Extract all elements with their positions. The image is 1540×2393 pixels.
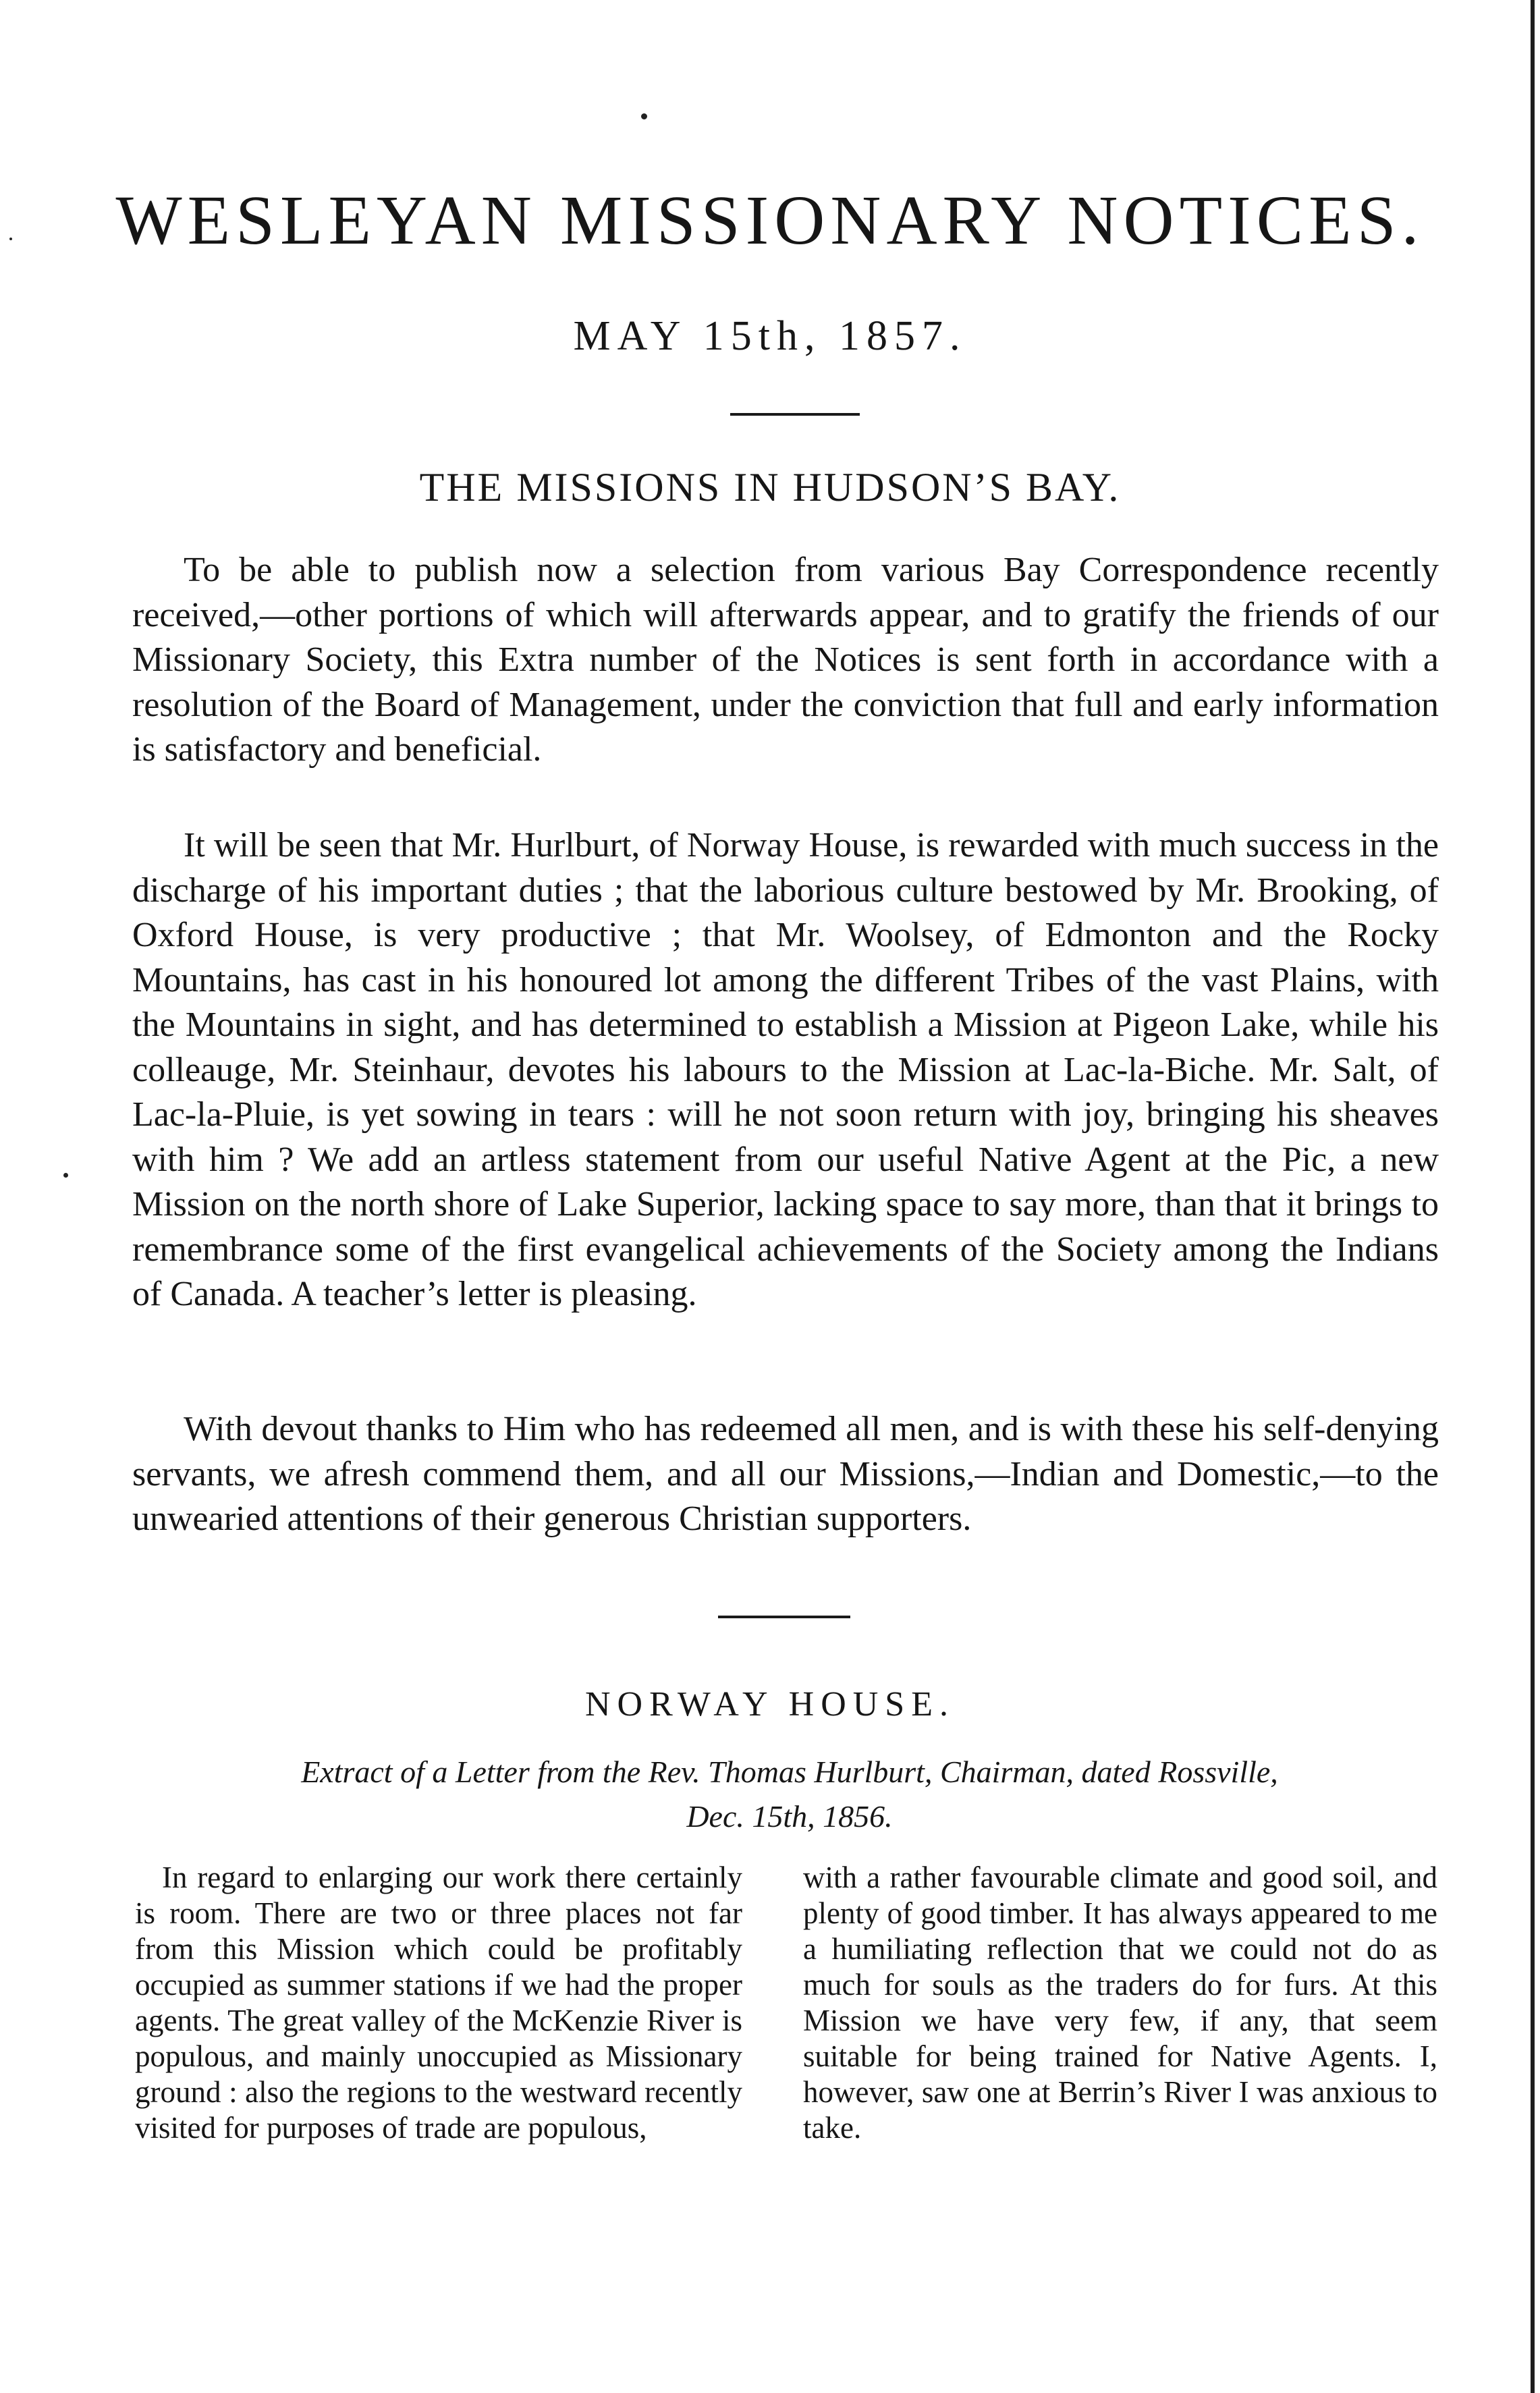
divider-rule <box>730 413 860 416</box>
attribution-line: Extract of a Letter from the Rev. Thomas Hurlburt, Chairman, dated Rossville, <box>301 1755 1278 1789</box>
intro-paragraph: To be able to publish now a selection from various Bay Correspondence recently received,—other portions of which will afterwards appear, and to gratify the friends of our Missionary Society, this Extra number of the Notices is sent forth in accordance with a resolution of the Board of Management, under the conviction that full and early information is satisfactory and beneficial. <box>132 551 1439 769</box>
intro-paragraph: With devout thanks to Him who has redeemed all men, and is with these his self-denying servants, we afresh commend them, and all our Missions,—Indian and Domestic,—to the unwearied attentions of their generous Christian supporters. <box>132 1410 1439 1538</box>
section-title: THE MISSIONS IN HUDSON’S BAY. <box>419 465 1121 510</box>
column-right: with a rather favourable climate and good soil, and plenty of good timber. It has always appeared to me a humiliating reflection that we could not do as much for souls as the traders do for furs. At this Mission we have very few, if any, that seem suitable for being trained for Native Agents. I, however, saw one at Berrin’s River I was anxious to take. <box>803 1861 1437 2145</box>
intro-paragraph: It will be seen that Mr. Hurlburt, of Norway House, is rewarded with much success in the discharge of his important duties ; that the laborious culture bestowed by Mr. Brooking, of Oxford House, is very productive ; that Mr. Woolsey, of Edmonton and the Rocky Mountains, has cast in his honoured lot among the different Tribes of the vast Plains, with the Mountains in sight, and has determined to establish a Mission at Pigeon Lake, while his colleauge, Mr. Steinhaur, devotes his labours to the Mission at Lac-la-Biche. Mr. Salt, of Lac-la-Pluie, is yet sowing in tears : will he not soon return with joy, bringing his sheaves with him ? We add an artless statement from our useful Native Agent at the Pic, a new Mission on the north shore of Lake Superior, lacking space to say more, than that it brings to remembrance some of the first evangelical achievements of the Society among the Indians of Canada. A teacher’s letter is pleasing. <box>132 826 1439 1313</box>
column-left: In regard to enlarging our work there certainly is room. There are two or three places not far from this Mission which could be profitably occupied as summer stations if we had the proper agents. The great valley of the McKenzie River is populous, and mainly unoccupied as Missionary ground : also the regions to the westward recently visited for purposes of trade are populous, <box>135 1861 742 2145</box>
print-speck <box>63 1173 68 1178</box>
masthead-title: WESLEYAN MISSIONARY NOTICES. <box>115 182 1425 259</box>
issue-date: MAY 15th, 1857. <box>573 313 967 359</box>
letter-attribution <box>162 1750 1417 1839</box>
divider-rule <box>718 1616 850 1618</box>
subsection-title: NORWAY HOUSE. <box>585 1685 955 1724</box>
attribution-date: Dec. 15th, 1856. <box>686 1799 893 1834</box>
print-speck <box>641 113 647 119</box>
